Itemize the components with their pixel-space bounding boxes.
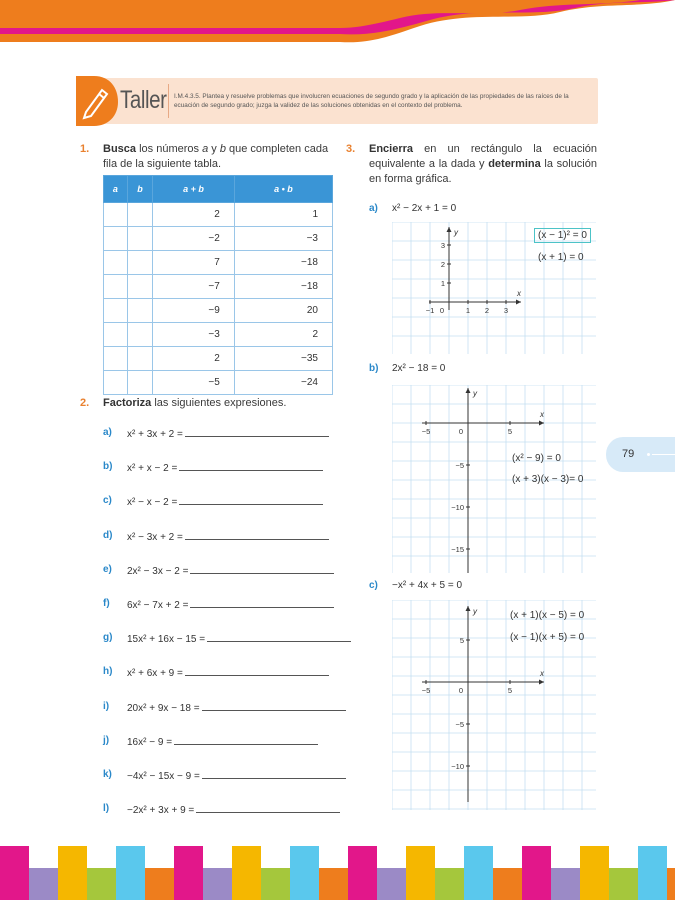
x-tick-label: −5 <box>421 427 431 436</box>
factor-expression: x² + 3x + 2 = <box>127 429 183 440</box>
y-axis-arrow <box>447 227 452 232</box>
x-tick-label: 5 <box>507 686 513 695</box>
q2-text: las siguientes expresiones. <box>151 397 287 409</box>
factor-item <box>127 632 351 645</box>
cell-a[interactable] <box>104 251 128 275</box>
cell-a[interactable] <box>104 203 128 227</box>
y-tick-label: 3 <box>440 241 445 250</box>
x-tick-label: 0 <box>458 686 464 695</box>
factor-item <box>127 564 334 577</box>
factor-item-label: i) <box>103 701 110 712</box>
q3b-label: b) <box>369 363 379 374</box>
factor-expression: −4x² − 15x − 9 = <box>127 771 200 782</box>
page-dot <box>647 453 650 456</box>
factor-item <box>127 530 329 543</box>
color-bar <box>87 868 116 900</box>
factor-item <box>127 666 329 679</box>
factor-expression: x² + 6x + 9 = <box>127 668 183 679</box>
factor-expression: x² − x − 2 = <box>127 497 178 508</box>
y-axis-label: y <box>473 389 477 398</box>
cell-sum: 2 <box>153 347 235 371</box>
color-bar <box>145 868 174 900</box>
answer-line[interactable] <box>202 701 346 711</box>
q1-text-1: los números <box>136 143 203 155</box>
cell-b[interactable] <box>127 323 152 347</box>
ab-table <box>103 175 333 395</box>
cell-product: −18 <box>234 275 332 299</box>
factor-expression: 6x² − 7x + 2 = <box>127 600 189 611</box>
cell-b[interactable] <box>127 347 152 371</box>
x-axis-label: x <box>540 410 544 419</box>
x-axis-label: x <box>517 289 521 298</box>
y-tick-label: 1 <box>440 279 445 288</box>
factor-item-label: b) <box>103 461 113 472</box>
factor-expression: −2x² + 3x + 9 = <box>127 805 195 816</box>
cell-a[interactable] <box>104 371 128 395</box>
x-tick-label: 0 <box>439 306 445 315</box>
q1-var-a: a <box>202 143 209 155</box>
answer-line[interactable] <box>190 598 334 608</box>
top-wave-decoration <box>0 0 675 60</box>
factor-item <box>127 495 323 508</box>
color-bar <box>638 846 667 900</box>
taller-title: Taller <box>120 86 167 114</box>
cell-a[interactable] <box>104 227 128 251</box>
cell-a[interactable] <box>104 323 128 347</box>
y-tick-label: −10 <box>451 503 464 512</box>
color-bar <box>609 868 638 900</box>
factor-item <box>127 701 346 714</box>
answer-line[interactable] <box>196 803 340 813</box>
pencil-icon <box>72 72 120 128</box>
x-tick-label: −5 <box>421 686 431 695</box>
x-tick-label: 3 <box>503 306 509 315</box>
q3a-equation: x² − 2x + 1 = 0 <box>392 203 457 214</box>
q3b-equation: 2x² − 18 = 0 <box>392 363 446 374</box>
cell-product: 20 <box>234 299 332 323</box>
table-row <box>104 347 333 371</box>
q2-verb: Factoriza <box>103 397 152 409</box>
y-tick-label: 5 <box>459 636 464 645</box>
table-row <box>104 323 333 347</box>
cell-a[interactable] <box>104 347 128 371</box>
answer-line[interactable] <box>207 632 351 642</box>
cell-sum: −7 <box>153 275 235 299</box>
cell-product: 1 <box>234 203 332 227</box>
q3-text-1: en un rectángulo la ecuación equivalente a la dada y <box>369 143 597 170</box>
color-bar <box>435 868 464 900</box>
cell-a[interactable] <box>104 275 128 299</box>
cell-product: −24 <box>234 371 332 395</box>
cell-sum: 2 <box>153 203 235 227</box>
cell-sum: −3 <box>153 323 235 347</box>
q3c-option-2[interactable]: (x − 1)(x + 5) = 0 <box>510 632 585 643</box>
q3c-label: c) <box>369 580 378 591</box>
table-row <box>104 203 333 227</box>
color-bar <box>232 846 261 900</box>
page-number: 79 <box>622 448 635 460</box>
x-tick-label: 5 <box>507 427 513 436</box>
factor-item-label: l) <box>103 803 110 814</box>
color-bar <box>319 868 348 900</box>
cell-b[interactable] <box>127 371 152 395</box>
color-bar <box>290 846 319 900</box>
answer-line[interactable] <box>185 666 329 676</box>
cell-sum: −2 <box>153 227 235 251</box>
answer-line[interactable] <box>174 735 318 745</box>
x-axis-arrow <box>516 300 521 305</box>
q3-number: 3. <box>346 143 356 155</box>
factor-expression: 15x² + 16x − 15 = <box>127 634 206 645</box>
table-row <box>104 227 333 251</box>
factor-expression: 2x² − 3x − 2 = <box>127 566 189 577</box>
color-bar <box>493 868 522 900</box>
q3-verb-2: determina <box>488 158 541 170</box>
factor-item <box>127 735 318 748</box>
x-axis-arrow <box>539 421 544 426</box>
y-tick-label: −5 <box>455 720 464 729</box>
cell-b[interactable] <box>127 299 152 323</box>
y-axis-label: y <box>473 607 477 616</box>
x-tick-label: 1 <box>465 306 471 315</box>
factor-item-label: k) <box>103 769 112 780</box>
x-axis-label: x <box>540 669 544 678</box>
x-tick-label: 0 <box>458 427 464 436</box>
color-bar <box>174 846 203 900</box>
q3b-option-2[interactable]: (x + 3)(x − 3)= 0 <box>512 474 584 485</box>
answer-line[interactable] <box>185 427 329 437</box>
answer-line[interactable] <box>179 495 323 505</box>
factor-item <box>127 461 323 474</box>
header-b: b <box>127 176 152 203</box>
q3a-option-1[interactable]: (x − 1)² = 0 <box>534 228 591 243</box>
cell-b[interactable] <box>127 203 152 227</box>
factor-expression: x² − 3x + 2 = <box>127 532 183 543</box>
q2-number: 2. <box>80 397 90 409</box>
y-axis-arrow <box>466 606 471 611</box>
q3a-label: a) <box>369 203 378 214</box>
q3c-option-1[interactable]: (x + 1)(x − 5) = 0 <box>510 610 585 621</box>
x-tick-label: −1 <box>425 306 435 315</box>
header-sum: a + b <box>153 176 235 203</box>
q3-instruction <box>369 142 597 187</box>
color-bar <box>551 868 580 900</box>
color-bar <box>0 846 29 900</box>
y-tick-label: 2 <box>440 260 445 269</box>
q1-text-2: y <box>208 143 220 155</box>
q1-number: 1. <box>80 143 90 155</box>
header-product: a • b <box>234 176 332 203</box>
color-bar <box>406 846 435 900</box>
q3a-option-2[interactable]: (x + 1) = 0 <box>538 252 584 263</box>
answer-line[interactable] <box>185 530 329 540</box>
q3-verb-1: Encierra <box>369 143 414 155</box>
table-row <box>104 299 333 323</box>
q3-text-2: la solución en forma gráfica. <box>369 158 597 185</box>
header-a: a <box>104 176 128 203</box>
color-bar <box>58 846 87 900</box>
standard-text: I.M.4.3.5. Plantea y resuelve problemas que involucren ecuaciones de segundo grado y la aplicación de las propiedades de las raíces de la ecuación de segundo grado; juzga la validez de las soluciones obtenidas en el contexto del problema. <box>174 93 569 109</box>
color-bar <box>203 868 232 900</box>
q1-text-3: que completen cada fila de la siguiente tabla. <box>103 143 329 170</box>
cell-b[interactable] <box>127 251 152 275</box>
q1-instruction <box>103 142 338 172</box>
y-axis-label: y <box>454 228 458 237</box>
factor-item-label: c) <box>103 495 112 506</box>
factor-item-label: a) <box>103 427 112 438</box>
color-bar <box>377 868 406 900</box>
cell-b[interactable] <box>127 227 152 251</box>
cell-a[interactable] <box>104 299 128 323</box>
cell-product: −35 <box>234 347 332 371</box>
color-bar <box>667 868 675 900</box>
y-tick-label: −15 <box>451 545 464 554</box>
x-tick-label: 2 <box>484 306 490 315</box>
factor-item <box>127 427 329 440</box>
cell-product: −18 <box>234 251 332 275</box>
color-bar <box>29 868 58 900</box>
y-axis-arrow <box>466 388 471 393</box>
y-tick-label: −10 <box>451 762 464 771</box>
x-axis-arrow <box>539 680 544 685</box>
banner-divider <box>168 84 169 118</box>
y-tick-label: −5 <box>455 461 464 470</box>
q3c-equation: −x² + 4x + 5 = 0 <box>392 580 463 591</box>
answer-line[interactable] <box>202 769 346 779</box>
color-bar <box>261 868 290 900</box>
cell-product: 2 <box>234 323 332 347</box>
color-bar <box>464 846 493 900</box>
factor-expression: 16x² − 9 = <box>127 737 173 748</box>
page-line <box>652 454 675 455</box>
q1-verb: Busca <box>103 143 137 155</box>
factor-item-label: d) <box>103 530 113 541</box>
factor-item-label: f) <box>103 598 110 609</box>
cell-b[interactable] <box>127 275 152 299</box>
cell-sum: 7 <box>153 251 235 275</box>
factor-item-label: g) <box>103 632 113 643</box>
q1-var-b: b <box>219 143 226 155</box>
table-row <box>104 371 333 395</box>
factor-item-label: j) <box>103 735 110 746</box>
cell-sum: −9 <box>153 299 235 323</box>
q3b-option-1[interactable]: (x² − 9) = 0 <box>512 453 561 464</box>
color-bar <box>522 846 551 900</box>
color-bar <box>116 846 145 900</box>
factor-expression: x² + x − 2 = <box>127 463 178 474</box>
table-row <box>104 251 333 275</box>
color-bar <box>580 846 609 900</box>
cell-sum: −5 <box>153 371 235 395</box>
factor-expression: 20x² + 9x − 18 = <box>127 703 200 714</box>
factor-item <box>127 598 334 611</box>
answer-line[interactable] <box>179 461 323 471</box>
factor-item <box>127 803 340 816</box>
factor-item-label: h) <box>103 666 113 677</box>
factor-item <box>127 769 346 782</box>
color-bar <box>348 846 377 900</box>
bottom-color-bars <box>0 838 675 900</box>
table-row <box>104 275 333 299</box>
factor-item-label: e) <box>103 564 112 575</box>
answer-line[interactable] <box>190 564 334 574</box>
q2-instruction <box>103 396 286 411</box>
cell-product: −3 <box>234 227 332 251</box>
